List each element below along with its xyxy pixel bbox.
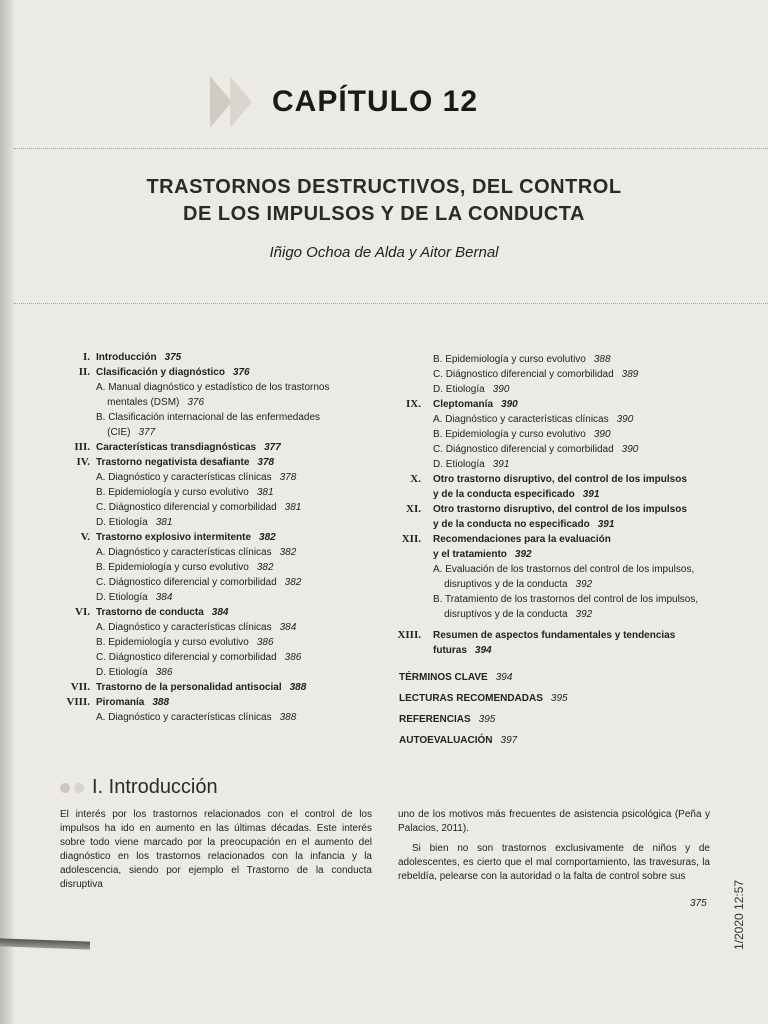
toc-extra-entry bbox=[395, 712, 725, 727]
toc-entry-label: mentales (DSM) bbox=[96, 397, 180, 408]
toc-entry-number: VIII. bbox=[66, 696, 90, 708]
toc-extra-entry bbox=[395, 691, 725, 706]
toc-entry-page: 390 bbox=[501, 399, 518, 410]
toc-entry-page: 386 bbox=[256, 637, 274, 648]
toc-entry bbox=[60, 515, 360, 530]
toc-entry bbox=[395, 517, 725, 532]
toc-entry-label: C. Diágnostico diferencial y comorbilidad bbox=[96, 502, 277, 513]
toc-entry-label: B. Clasificación internacional de las enfermedades bbox=[96, 412, 321, 423]
main-title-line-2: DE LOS IMPULSOS Y DE LA CONDUCTA bbox=[183, 203, 585, 225]
divider bbox=[14, 303, 768, 305]
toc-entry bbox=[60, 680, 360, 695]
toc-entry-label: B. Epidemiología y curso evolutivo bbox=[433, 429, 586, 440]
toc-entry-label: futuras bbox=[433, 645, 467, 656]
scan-timestamp: 1/2020 12:57 bbox=[732, 879, 746, 950]
toc-entry bbox=[395, 628, 725, 643]
page-number: 375 bbox=[690, 898, 707, 909]
toc-entry-label: A. Evaluación de los trastornos del control de los impulsos, bbox=[433, 564, 695, 575]
toc-entry-page: 384 bbox=[211, 607, 229, 618]
toc-entry-page: 378 bbox=[257, 457, 275, 468]
toc-entry bbox=[60, 470, 360, 485]
toc-entry-page: 381 bbox=[155, 517, 173, 528]
toc-entry-label: A. Diagnóstico y características clínicas bbox=[96, 622, 272, 633]
toc-entry-page: 390 bbox=[616, 414, 634, 425]
toc-entry-label: Otro trastorno disruptivo, del control de los impulsos bbox=[433, 504, 687, 515]
toc-entry-page: 377 bbox=[264, 442, 281, 453]
toc-entry-page: 375 bbox=[164, 352, 182, 363]
body-column-left bbox=[60, 808, 372, 898]
toc-entry-number: IX. bbox=[406, 398, 421, 410]
paragraph: Si bien no son trastornos exclusivamente de niños y de adolescentes, es cierto que el mal comportamiento, las travesuras, la rebeldía, pelearse con la autoridad o la falta de control sobre sus bbox=[398, 843, 710, 882]
toc-entry-label: y de la conducta especificado bbox=[433, 489, 575, 500]
section-title: I. Introducción bbox=[92, 776, 218, 798]
toc-entry-label: Recomendaciones para la evaluación bbox=[433, 534, 611, 545]
toc-entry-label: B. Epidemiología y curso evolutivo bbox=[433, 354, 586, 365]
toc-entry bbox=[395, 643, 725, 658]
toc-entry-number: II. bbox=[78, 366, 90, 378]
toc-entry-label: Trastorno explosivo intermitente bbox=[96, 532, 252, 543]
toc-entry bbox=[395, 382, 725, 397]
toc-entry-page: 388 bbox=[279, 712, 297, 723]
toc-entry-page: 388 bbox=[152, 697, 170, 708]
toc-entry-label: D. Etiología bbox=[96, 517, 148, 528]
toc-entry bbox=[395, 532, 725, 547]
toc-entry-page: 392 bbox=[514, 549, 532, 560]
toc-entry bbox=[60, 350, 360, 365]
toc-entry bbox=[395, 442, 725, 457]
toc-entry bbox=[395, 562, 725, 577]
toc-entry-number: IV. bbox=[76, 456, 90, 468]
toc-entry-label: disruptivos y de la conducta bbox=[433, 609, 568, 620]
toc-entry-page: 384 bbox=[279, 622, 297, 633]
toc-entry-label: D. Etiología bbox=[96, 667, 148, 678]
toc-entry-page: 382 bbox=[279, 547, 297, 558]
toc-entry-page: 384 bbox=[155, 592, 173, 603]
toc-entry bbox=[60, 380, 360, 395]
toc-entry-page: 391 bbox=[492, 459, 510, 470]
toc-entry bbox=[60, 650, 360, 665]
toc-entry bbox=[60, 425, 360, 440]
toc-entry-label: AUTOEVALUACIÓN bbox=[399, 735, 493, 746]
toc-entry-page: 376 bbox=[232, 367, 250, 378]
toc-entry-number: XI. bbox=[406, 503, 421, 515]
toc-entry bbox=[395, 457, 725, 472]
toc-entry-label: B. Epidemiología y curso evolutivo bbox=[96, 562, 249, 573]
toc-entry bbox=[60, 455, 360, 470]
toc-entry-label: Clasificación y diagnóstico bbox=[96, 367, 225, 378]
toc-entry-label: B. Epidemiología y curso evolutivo bbox=[96, 637, 249, 648]
toc-entry-label: Piromanía bbox=[96, 697, 145, 708]
toc-entry bbox=[60, 695, 360, 710]
toc-entry-number: III. bbox=[74, 441, 90, 453]
divider bbox=[14, 148, 768, 150]
toc-entry bbox=[395, 427, 725, 442]
toc-entry bbox=[60, 710, 360, 725]
toc-entry-label: Otro trastorno disruptivo, del control de los impulsos bbox=[433, 474, 687, 485]
page-edge-shadow bbox=[0, 0, 14, 1024]
toc-right-column bbox=[395, 352, 725, 748]
toc-entry bbox=[60, 635, 360, 650]
toc-entry-label: y el tratamiento bbox=[433, 549, 507, 560]
chapter-title: CAPÍTULO 12 bbox=[272, 85, 479, 118]
toc-extra-entry bbox=[395, 733, 725, 748]
toc-entry-label: C. Diágnostico diferencial y comorbilidad bbox=[433, 369, 614, 380]
toc-entry-page: 394 bbox=[474, 645, 492, 656]
toc-entry bbox=[395, 607, 725, 622]
toc-entry-page: 388 bbox=[289, 682, 307, 693]
bullet-icon bbox=[74, 783, 84, 793]
toc-left-column bbox=[60, 350, 360, 725]
toc-entry-page: 391 bbox=[597, 519, 615, 530]
toc-entry-page: 391 bbox=[582, 489, 600, 500]
toc-entry bbox=[395, 502, 725, 517]
toc-entry-page: 388 bbox=[593, 354, 611, 365]
toc-entry-page: 390 bbox=[621, 444, 639, 455]
main-title bbox=[0, 174, 768, 228]
toc-entry-page: 392 bbox=[575, 609, 593, 620]
toc-entry-number: I. bbox=[82, 351, 90, 363]
toc-entry bbox=[395, 592, 725, 607]
toc-entry-label: D. Etiología bbox=[433, 459, 485, 470]
toc-entry-label: Trastorno de conducta bbox=[96, 607, 204, 618]
toc-entry-page: 397 bbox=[500, 735, 518, 746]
toc-entry-label: C. Diágnostico diferencial y comorbilidad bbox=[96, 652, 277, 663]
toc-entry-label: A. Diagnóstico y características clínicas bbox=[96, 472, 272, 483]
toc-entry-page: 386 bbox=[155, 667, 173, 678]
toc-entry bbox=[60, 560, 360, 575]
toc-entry-page: 386 bbox=[284, 652, 302, 663]
toc-entry-label: y de la conducta no especificado bbox=[433, 519, 590, 530]
toc-entry bbox=[60, 485, 360, 500]
toc-entry bbox=[395, 397, 725, 412]
toc-entry bbox=[60, 365, 360, 380]
chevron-icon bbox=[210, 76, 236, 128]
toc-entry-number: X. bbox=[410, 473, 421, 485]
toc-entry-number: XIII. bbox=[397, 629, 421, 641]
toc-entry-label: C. Diágnostico diferencial y comorbilidad bbox=[433, 444, 614, 455]
toc-entry bbox=[60, 665, 360, 680]
paragraph: El interés por los trastornos relacionados con el control de los impulsos ha ido en aumento en las últimas décadas. Este interés sobre todo viene marcado por la preocupación en el aumento del diagnóstico en los trastornos relacionados con la infancia y la adolescencia, siendo por ejemplo el Trastorno de la conducta disruptiva bbox=[60, 809, 372, 890]
toc-entry bbox=[60, 410, 360, 425]
toc-entry bbox=[395, 487, 725, 502]
toc-entry bbox=[60, 500, 360, 515]
toc-entry-label: Trastorno negativista desafiante bbox=[96, 457, 250, 468]
toc-entry-number: VII. bbox=[70, 681, 90, 693]
toc-entry bbox=[60, 605, 360, 620]
bullet-icon bbox=[60, 783, 70, 793]
toc-entry-page: 395 bbox=[550, 693, 568, 704]
chapter-header bbox=[210, 72, 478, 132]
toc-entry-label: A. Diagnóstico y características clínicas bbox=[433, 414, 609, 425]
authors: Iñigo Ochoa de Alda y Aitor Bernal bbox=[269, 244, 499, 261]
toc-entry-page: 381 bbox=[284, 502, 302, 513]
body-column-right bbox=[398, 808, 710, 890]
toc-entry-label: Introducción bbox=[96, 352, 157, 363]
toc-entry bbox=[60, 440, 360, 455]
toc-entry bbox=[395, 352, 725, 367]
toc-entry-label: Resumen de aspectos fundamentales y tendencias bbox=[433, 630, 676, 641]
paragraph: uno de los motivos más frecuentes de asistencia psicológica (Peña y Palacios, 2011). bbox=[398, 809, 710, 834]
toc-entry bbox=[60, 530, 360, 545]
toc-extra-entry bbox=[395, 670, 725, 685]
toc-entry bbox=[395, 412, 725, 427]
toc-entry bbox=[395, 547, 725, 562]
toc-entry-page: 377 bbox=[138, 427, 156, 438]
toc-entry-page: 390 bbox=[492, 384, 510, 395]
toc-entry bbox=[60, 590, 360, 605]
toc-entry-label: A. Manual diagnóstico y estadístico de los trastornos bbox=[96, 382, 330, 393]
toc-entry-label: A. Diagnóstico y características clínicas bbox=[96, 712, 272, 723]
toc-entry bbox=[395, 367, 725, 382]
toc-entry bbox=[60, 395, 360, 410]
toc-entry-page: 389 bbox=[621, 369, 639, 380]
toc-entry-label: D. Etiología bbox=[433, 384, 485, 395]
section-heading bbox=[60, 776, 218, 799]
toc-entry bbox=[395, 577, 725, 592]
toc-entry-page: 382 bbox=[259, 532, 276, 543]
toc-entry-number: V. bbox=[80, 531, 90, 543]
toc-entry-label: Trastorno de la personalidad antisocial bbox=[96, 682, 282, 693]
toc-entry-number: XII. bbox=[401, 533, 421, 545]
main-title-line-1: TRASTORNOS DESTRUCTIVOS, DEL CONTROL bbox=[146, 176, 622, 198]
toc-entry-page: 394 bbox=[495, 672, 513, 683]
toc-entry-page: 382 bbox=[256, 562, 274, 573]
toc-entry-label: B. Tratamiento de los trastornos del control de los impulsos, bbox=[433, 594, 699, 605]
toc-entry bbox=[60, 620, 360, 635]
toc-entry-label: LECTURAS RECOMENDADAS bbox=[399, 693, 543, 704]
toc-entry-label: (CIE) bbox=[96, 427, 131, 438]
toc-entry-page: 381 bbox=[256, 487, 274, 498]
toc-entry-number: VI. bbox=[75, 606, 90, 618]
toc-entry-page: 376 bbox=[187, 397, 205, 408]
toc-entry-page: 395 bbox=[478, 714, 496, 725]
toc-entry-page: 390 bbox=[593, 429, 611, 440]
toc-entry bbox=[60, 545, 360, 560]
toc-entry-page: 392 bbox=[575, 579, 593, 590]
toc-entry-label: B. Epidemiología y curso evolutivo bbox=[96, 487, 249, 498]
toc-entry-label: REFERENCIAS bbox=[399, 714, 471, 725]
toc-entry-label: C. Diágnostico diferencial y comorbilidad bbox=[96, 577, 277, 588]
toc-entry bbox=[60, 575, 360, 590]
toc-entry-label: TÉRMINOS CLAVE bbox=[399, 672, 488, 683]
toc-entry-label: D. Etiología bbox=[96, 592, 148, 603]
toc-entry-label: Características transdiagnósticas bbox=[96, 442, 257, 453]
toc-entry bbox=[395, 472, 725, 487]
toc-entry-label: disruptivos y de la conducta bbox=[433, 579, 568, 590]
toc-entry-page: 382 bbox=[284, 577, 302, 588]
toc-entry-page: 378 bbox=[279, 472, 297, 483]
toc-entry-label: Cleptomanía bbox=[433, 399, 494, 410]
toc-entry-label: A. Diagnóstico y características clínicas bbox=[96, 547, 272, 558]
